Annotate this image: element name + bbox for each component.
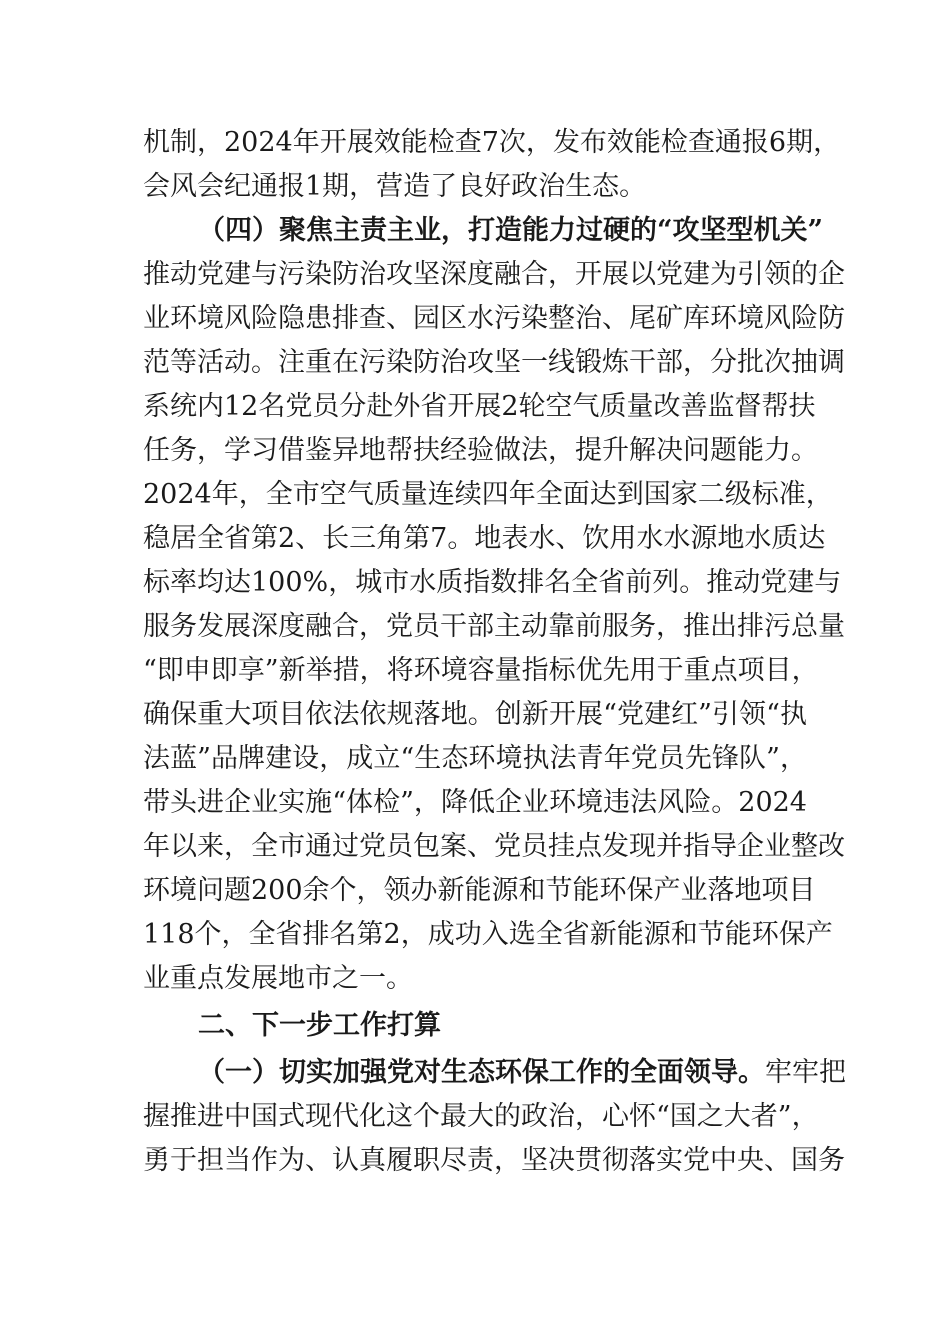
body-text-line: 握推进中国式现代化这个最大的政治，心怀“国之大者”， <box>143 1101 819 1132</box>
body-text-line: 法蓝”品牌建设，成立“生态环境执法青年党员先锋队”， <box>143 743 807 774</box>
body-text-line-mixed <box>198 1053 846 1093</box>
body-text-line: 范等活动。注重在污染防治攻坚一线锻炼干部，分批次抽调 <box>143 347 845 378</box>
body-text-line: 任务，学习借鉴异地帮扶经验做法，提升解决问题能力。 <box>143 435 818 466</box>
body-text-line: 服务发展深度融合，党员干部主动靠前服务，推出排污总量 <box>143 611 845 642</box>
body-text-line: 业环境风险隐患排查、园区水污染整治、尾矿库环境风险防 <box>143 303 845 334</box>
body-text-line: 稳居全省第2、长三角第7。地表水、饮用水水源地水质达 <box>143 523 826 554</box>
subsection-heading-1: （一）切实加强党对生态环保工作的全面领导。 <box>198 1057 765 1088</box>
body-text-line: 标率均达100%，城市水质指数排名全省前列。推动党建与 <box>143 567 842 598</box>
body-text-line: 业重点发展地市之一。 <box>143 963 413 994</box>
body-text-line: 118个，全省排名第2，成功入选全省新能源和节能环保产 <box>143 919 833 950</box>
body-text-line: 确保重大项目依法依规落地。创新开展“党建红”引领“执 <box>143 699 807 730</box>
body-text-line: “即申即享”新举措，将环境容量指标优先用于重点项目， <box>143 655 819 686</box>
chapter-heading-2: 二、下一步工作打算 <box>198 1010 441 1041</box>
body-text-run: 牢牢把 <box>765 1057 846 1088</box>
body-text-line: 带头进企业实施“体检”，降低企业环境违法风险。2024 <box>143 787 807 818</box>
body-text-line: 2024年，全市空气质量连续四年全面达到国家二级标准， <box>143 479 833 510</box>
body-text-line: 勇于担当作为、认真履职尽责，坚决贯彻落实党中央、国务 <box>143 1145 845 1176</box>
body-text-line: 年以来，全市通过党员包案、党员挂点发现并指导企业整改 <box>143 831 845 862</box>
body-text-line: 推动党建与污染防治攻坚深度融合，开展以党建为引领的企 <box>143 259 845 290</box>
body-text-line: 机制，2024年开展效能检查7次，发布效能检查通报6期， <box>143 127 841 158</box>
body-text-line: 系统内12名党员分赴外省开展2轮空气质量改善监督帮扶 <box>143 391 816 422</box>
section-heading-4: （四）聚焦主责主业，打造能力过硬的“攻坚型机关” <box>198 215 824 246</box>
body-text-line: 会风会纪通报1期，营造了良好政治生态。 <box>143 171 647 202</box>
body-text-line: 环境问题200余个，领办新能源和节能环保产业落地项目 <box>143 875 816 906</box>
